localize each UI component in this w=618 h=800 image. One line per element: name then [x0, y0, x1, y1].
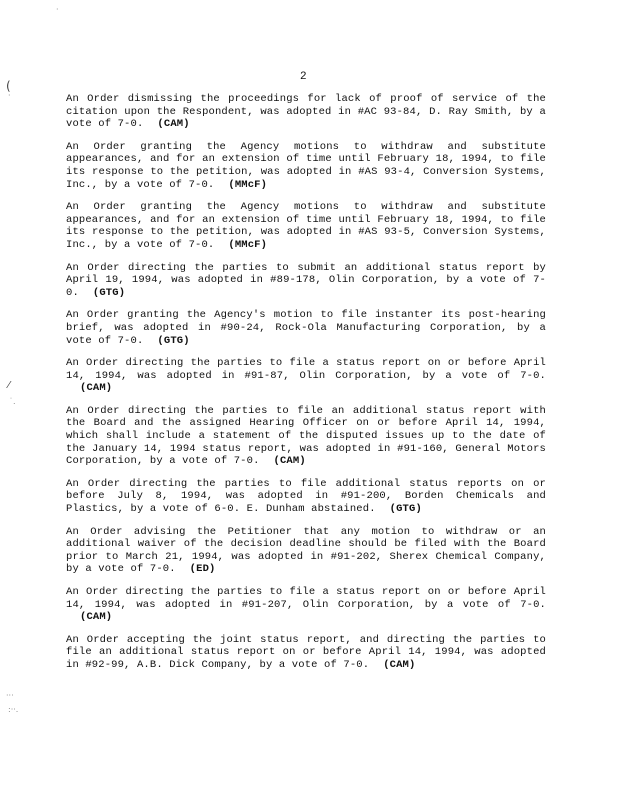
order-paragraph	[66, 357, 546, 395]
margin-speck: :··.	[8, 705, 19, 714]
order-paragraph	[66, 634, 546, 672]
member-initials: (CAM)	[80, 611, 113, 624]
member-initials: (GTG)	[389, 503, 422, 516]
member-initials: (GTG)	[157, 334, 190, 347]
order-text: An Order granting the Agency motions to withdraw and substitute appearances, and for an extension of time until February 18, 1994, to file its response to the petition, was adopted in #AS 93-4, Conversion Systems, Inc., by a vote of 7-0.	[66, 140, 546, 191]
order-paragraph	[66, 478, 546, 516]
member-initials: (GTG)	[92, 286, 126, 299]
page-number: 2	[300, 71, 307, 83]
order-paragraph	[66, 262, 546, 300]
order-text: An Order advising the Petitioner that any motion to withdraw or an additional waiver of the decision deadline should be filed with the Board prior to March 21, 1994, was adopted in #91-202, Sherex Chemical Company, by a vote of 7-0.	[66, 525, 546, 576]
order-paragraph	[66, 201, 546, 251]
margin-mark-middle: ⁄	[8, 380, 10, 391]
member-initials: (CAM)	[383, 658, 416, 671]
member-initials: (CAM)	[80, 382, 113, 395]
member-initials: (CAM)	[273, 455, 306, 468]
margin-speck: ···	[6, 691, 14, 700]
order-text: An Order accepting the joint status report, and directing the parties to file an additional status report on or before April 14, 1994, was adopted in #92-99, A.B. Dick Company, by a vote of 7-0.	[66, 633, 546, 671]
order-paragraph	[66, 405, 546, 468]
margin-mark-top: (	[6, 79, 11, 93]
margin-speck: ˙.	[9, 397, 16, 406]
order-paragraph	[66, 309, 546, 347]
order-paragraph	[66, 586, 546, 624]
minutes-body	[66, 93, 546, 682]
order-text: An Order dismissing the proceedings for lack of proof of service of the citation upon the Respondent, was adopted in #AC 93-84, D. Ray Smith, by a vote of 7-0.	[66, 93, 546, 131]
member-initials: (CAM)	[157, 118, 190, 131]
member-initials: (MMcF)	[228, 238, 268, 251]
member-initials: (ED)	[189, 563, 216, 576]
order-paragraph	[66, 141, 546, 191]
margin-speck: ·	[8, 91, 11, 100]
order-text: An Order granting the Agency's motion to file instanter its post-hearing brief, was adopted in #90-24, Rock-Ola Manufacturing Corporation, by a vote of 7-0.	[66, 309, 546, 347]
order-text: An Order directing the parties to submit an additional status report by April 19, 1994, was adopted in #89-178, Olin Corporation, by a vote of 7-0.	[66, 261, 546, 299]
order-text: An Order directing the parties to file additional status reports on or before July 8, 1994, was adopted in #91-200, Borden Chemicals and Plastics, by a vote of 6-0. E. Dunham abstained.	[66, 477, 546, 516]
order-text: An Order directing the parties to file a status report on or before April 14, 1994, was adopted in #91-207, Olin Corporation, by a vote of 7-0.	[66, 586, 546, 611]
order-text: An Order granting the Agency motions to withdraw and substitute appearances, and for an extension of time until February 18, 1994, to file its response to the petition, was adopted in #AS 93-5, Conversion Systems, Inc., by a vote of 7-0.	[66, 201, 546, 251]
order-paragraph	[66, 93, 546, 131]
order-paragraph	[66, 526, 546, 576]
order-text: An Order directing the parties to file an additional status report with the Board and the assigned Hearing Officer on or before April 14, 1994, which shall include a statement of the disputed issues up to the date of the January 14, 1994 status report, was adopted in #91-160, General Motors Corporation, by a vote of 7-0.	[66, 404, 546, 468]
margin-speck: ·	[56, 5, 59, 14]
order-text: An Order directing the parties to file a status report on or before April 14, 1994, was adopted in #91-87, Olin Corporation, by a vote of 7-0.	[66, 357, 546, 382]
member-initials: (MMcF)	[228, 178, 268, 191]
